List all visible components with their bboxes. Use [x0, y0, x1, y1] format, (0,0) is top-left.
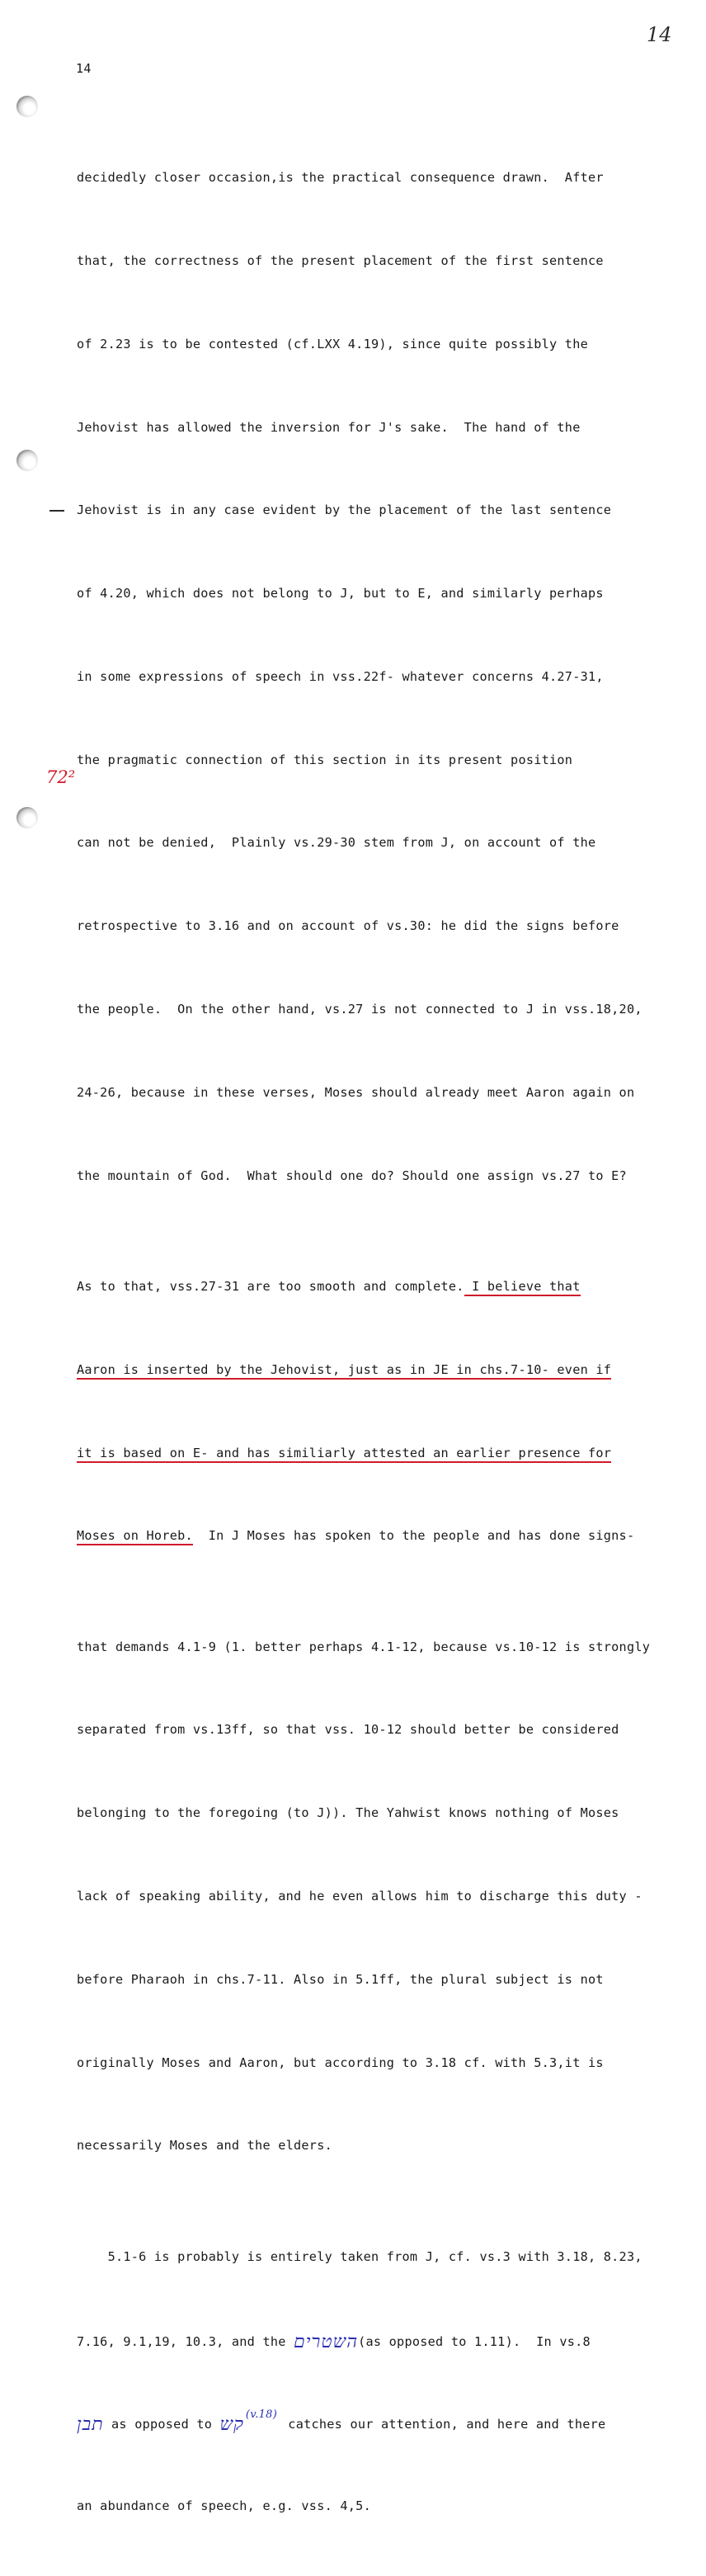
text-line: retrospective to 3.16 and on account of vs.30: he did the signs before — [77, 918, 619, 934]
text-segment: as opposed to — [103, 2417, 220, 2432]
punch-hole-icon — [16, 96, 38, 117]
text-line: 5.1-6 is probably is entirely taken from J, cf. vs.3 with 3.18, 8.23, — [77, 2248, 642, 2264]
text-line: decidedly closer occasion,is the practical consequence drawn. After — [77, 170, 604, 186]
text-line: the people. On the other hand, vs.27 is not connected to J in vss.18,20, — [77, 1002, 642, 1017]
punch-hole-icon — [16, 807, 38, 828]
text-segment: (as opposed to 1.11). In vs.8 — [358, 2333, 591, 2349]
page-number: 14 — [76, 61, 92, 76]
text-line: that, the correctness of the present placement of the first sentence — [77, 252, 604, 268]
text-segment: In J Moses has spoken to the people and has done signs- — [192, 1528, 635, 1544]
text-segment: catches our attention, and here and there — [280, 2417, 606, 2432]
text-line — [77, 1356, 691, 1385]
text-line: necessarily Moses and the elders. — [77, 2138, 332, 2154]
text-line — [77, 1440, 691, 1468]
text-line: an abundance of speech, e.g. vss. 4,5. — [77, 2498, 371, 2514]
text-line: that demands 4.1-9 (1. better perhaps 4.1-12, because vs.10-12 is strongly — [77, 1639, 651, 1654]
underlined-text: Aaron is inserted by the Jehovist, just as in JE in chs.7-10- even if — [77, 1362, 611, 1380]
text-line: the mountain of God. What should one do? Should one assign vs.27 to E? — [77, 1168, 627, 1183]
text-line — [77, 1522, 691, 1550]
verse-reference: (v.18) — [245, 2409, 278, 2422]
text-segment: As to that, vss.27-31 are too smooth and complete. — [77, 1278, 464, 1294]
text-line: belonging to the foregoing (to J)). The Yahwist knows nothing of Moses — [77, 1805, 619, 1821]
text-line — [77, 2409, 691, 2437]
text-line: the pragmatic connection of this section in its present position — [77, 752, 573, 767]
text-line: Jehovist is in any case evident by the placement of the last sentence — [77, 502, 612, 518]
text-line: can not be denied, Plainly vs.29-30 stem from J, on account of the — [77, 835, 596, 851]
handwritten-hebrew: קש — [219, 2414, 244, 2436]
punch-hole-icon — [16, 450, 38, 471]
text-line: originally Moses and Aaron, but according to 3.18 cf. with 5.3,it is — [77, 2055, 604, 2070]
text-segment: 7.16, 9.1,19, 10.3, and the — [77, 2333, 294, 2349]
margin-dash-mark — [49, 510, 64, 512]
body-text — [77, 109, 691, 2576]
underlined-text: I believe that — [464, 1279, 581, 1296]
underlined-text: it is based on E- and has similiarly attested an earlier presence for — [77, 1446, 611, 1463]
handwritten-hebrew: השטרים — [294, 2331, 359, 2352]
text-line: of 4.20, which does not belong to J, but to E, and similarly perhaps — [77, 586, 604, 602]
handwritten-hebrew: תבן — [77, 2414, 104, 2436]
text-line — [77, 2327, 691, 2355]
text-line: separated from vs.13ff, so that vss. 10-12 should better be considered — [77, 1722, 619, 1738]
margin-annotation: 72² — [46, 767, 76, 787]
text-line: 24-26, because in these verses, Moses should already meet Aaron again on — [77, 1084, 635, 1100]
text-line: lack of speaking ability, and he even allows him to discharge this duty - — [77, 1889, 642, 1904]
text-line: Jehovist has allowed the inversion for J's sake. The hand of the — [77, 419, 581, 435]
handwritten-page-number: 14 — [647, 23, 672, 46]
text-line: of 2.23 is to be contested (cf.LXX 4.19), since quite possibly the — [77, 336, 588, 351]
text-line: before Pharaoh in chs.7-11. Also in 5.1ff, the plural subject is not — [77, 1971, 604, 1987]
text-line: in some expressions of speech in vss.22f- whatever concerns 4.27-31, — [77, 668, 604, 684]
underlined-text: Moses on Horeb. — [77, 1528, 193, 1545]
text-line — [77, 1273, 691, 1301]
